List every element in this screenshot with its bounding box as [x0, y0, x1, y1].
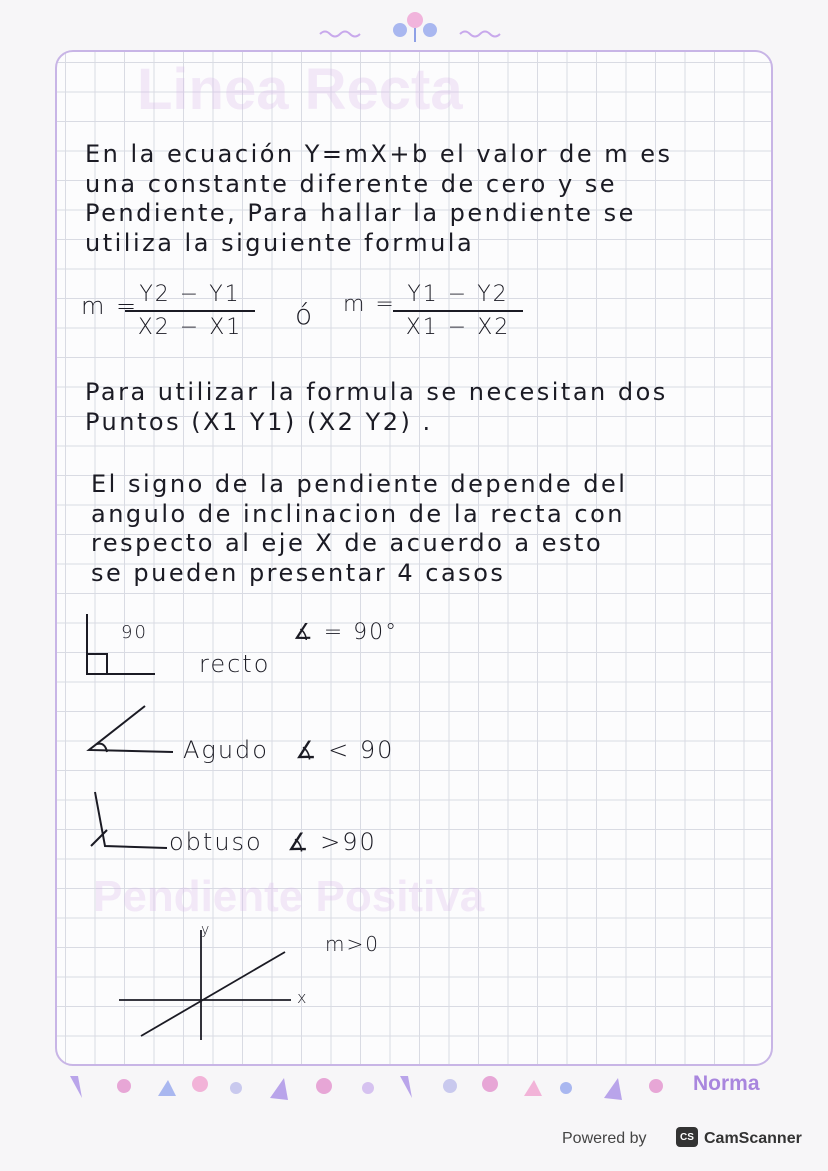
points-line: Para utilizar la formula se necesitan dos [85, 378, 668, 406]
intro-line: Pendiente, Para hallar la pendiente se [85, 199, 636, 227]
sign-paragraph [91, 470, 627, 588]
obtuse-angle-equation: ∡ >90 [287, 828, 377, 856]
bottom-flower-decoration [60, 1066, 700, 1106]
right-angle-equation: ∡ = 90° [293, 620, 399, 645]
camscanner-name: CamScanner [704, 1130, 802, 1147]
right-angle-sketch [81, 610, 161, 680]
graph-y-axis-label: y [201, 922, 212, 938]
graph-condition: m>0 [325, 932, 380, 956]
intro-line: utiliza la siguiente formula [85, 228, 475, 257]
acute-angle-equation: ∡ < 90 [295, 736, 395, 764]
obtuse-angle-label: obtuso [169, 828, 263, 856]
sign-line: angulo de inclinacion de la recta con [91, 499, 625, 528]
formula-fraction-1 [125, 282, 255, 340]
intro-line: una constante diferente de cero y se [85, 169, 618, 198]
formula-lhs-2: m = [343, 292, 396, 317]
sign-line: se pueden presentar 4 casos [91, 558, 506, 587]
right-angle-label: recto [199, 650, 271, 678]
formula-or: ó [295, 298, 315, 331]
camscanner-logo-icon: CS [676, 1127, 698, 1147]
points-line: Puntos (X1 Y1) (X2 Y2) . [85, 407, 433, 436]
right-angle-value: 90 [121, 622, 148, 643]
fraction-1-denominator: X2 − X1 [137, 315, 243, 340]
positive-slope-graph [115, 924, 335, 1044]
top-flower-decoration [300, 8, 530, 44]
sign-line: El signo de la pendiente depende del [91, 470, 628, 498]
fraction-1-numerator: Y2 − Y1 [139, 282, 241, 307]
formula-lhs: m = [81, 292, 139, 320]
formula-fraction-2 [393, 282, 523, 340]
graph-x-axis-label: x [297, 988, 309, 1007]
intro-line: En la ecuación Y=mX+b el valor de m es [85, 140, 673, 168]
notebook-brand-logo: Norma [693, 1072, 760, 1095]
faint-page-title: Linea Recta [137, 57, 463, 122]
powered-by-text: Powered by [562, 1130, 647, 1147]
notebook-page [55, 50, 773, 1066]
acute-angle-label: Agudo [183, 736, 269, 764]
points-paragraph [85, 378, 668, 437]
fraction-2-numerator: Y1 − Y2 [407, 282, 509, 307]
obtuse-angle-sketch [81, 788, 181, 858]
faint-section-title: Pendiente Positiva [93, 872, 485, 921]
sign-line: respecto al eje X de acuerdo a esto [91, 529, 604, 557]
fraction-2-denominator: X1 − X2 [405, 315, 511, 340]
intro-paragraph [85, 140, 673, 258]
acute-angle-sketch [81, 702, 181, 762]
